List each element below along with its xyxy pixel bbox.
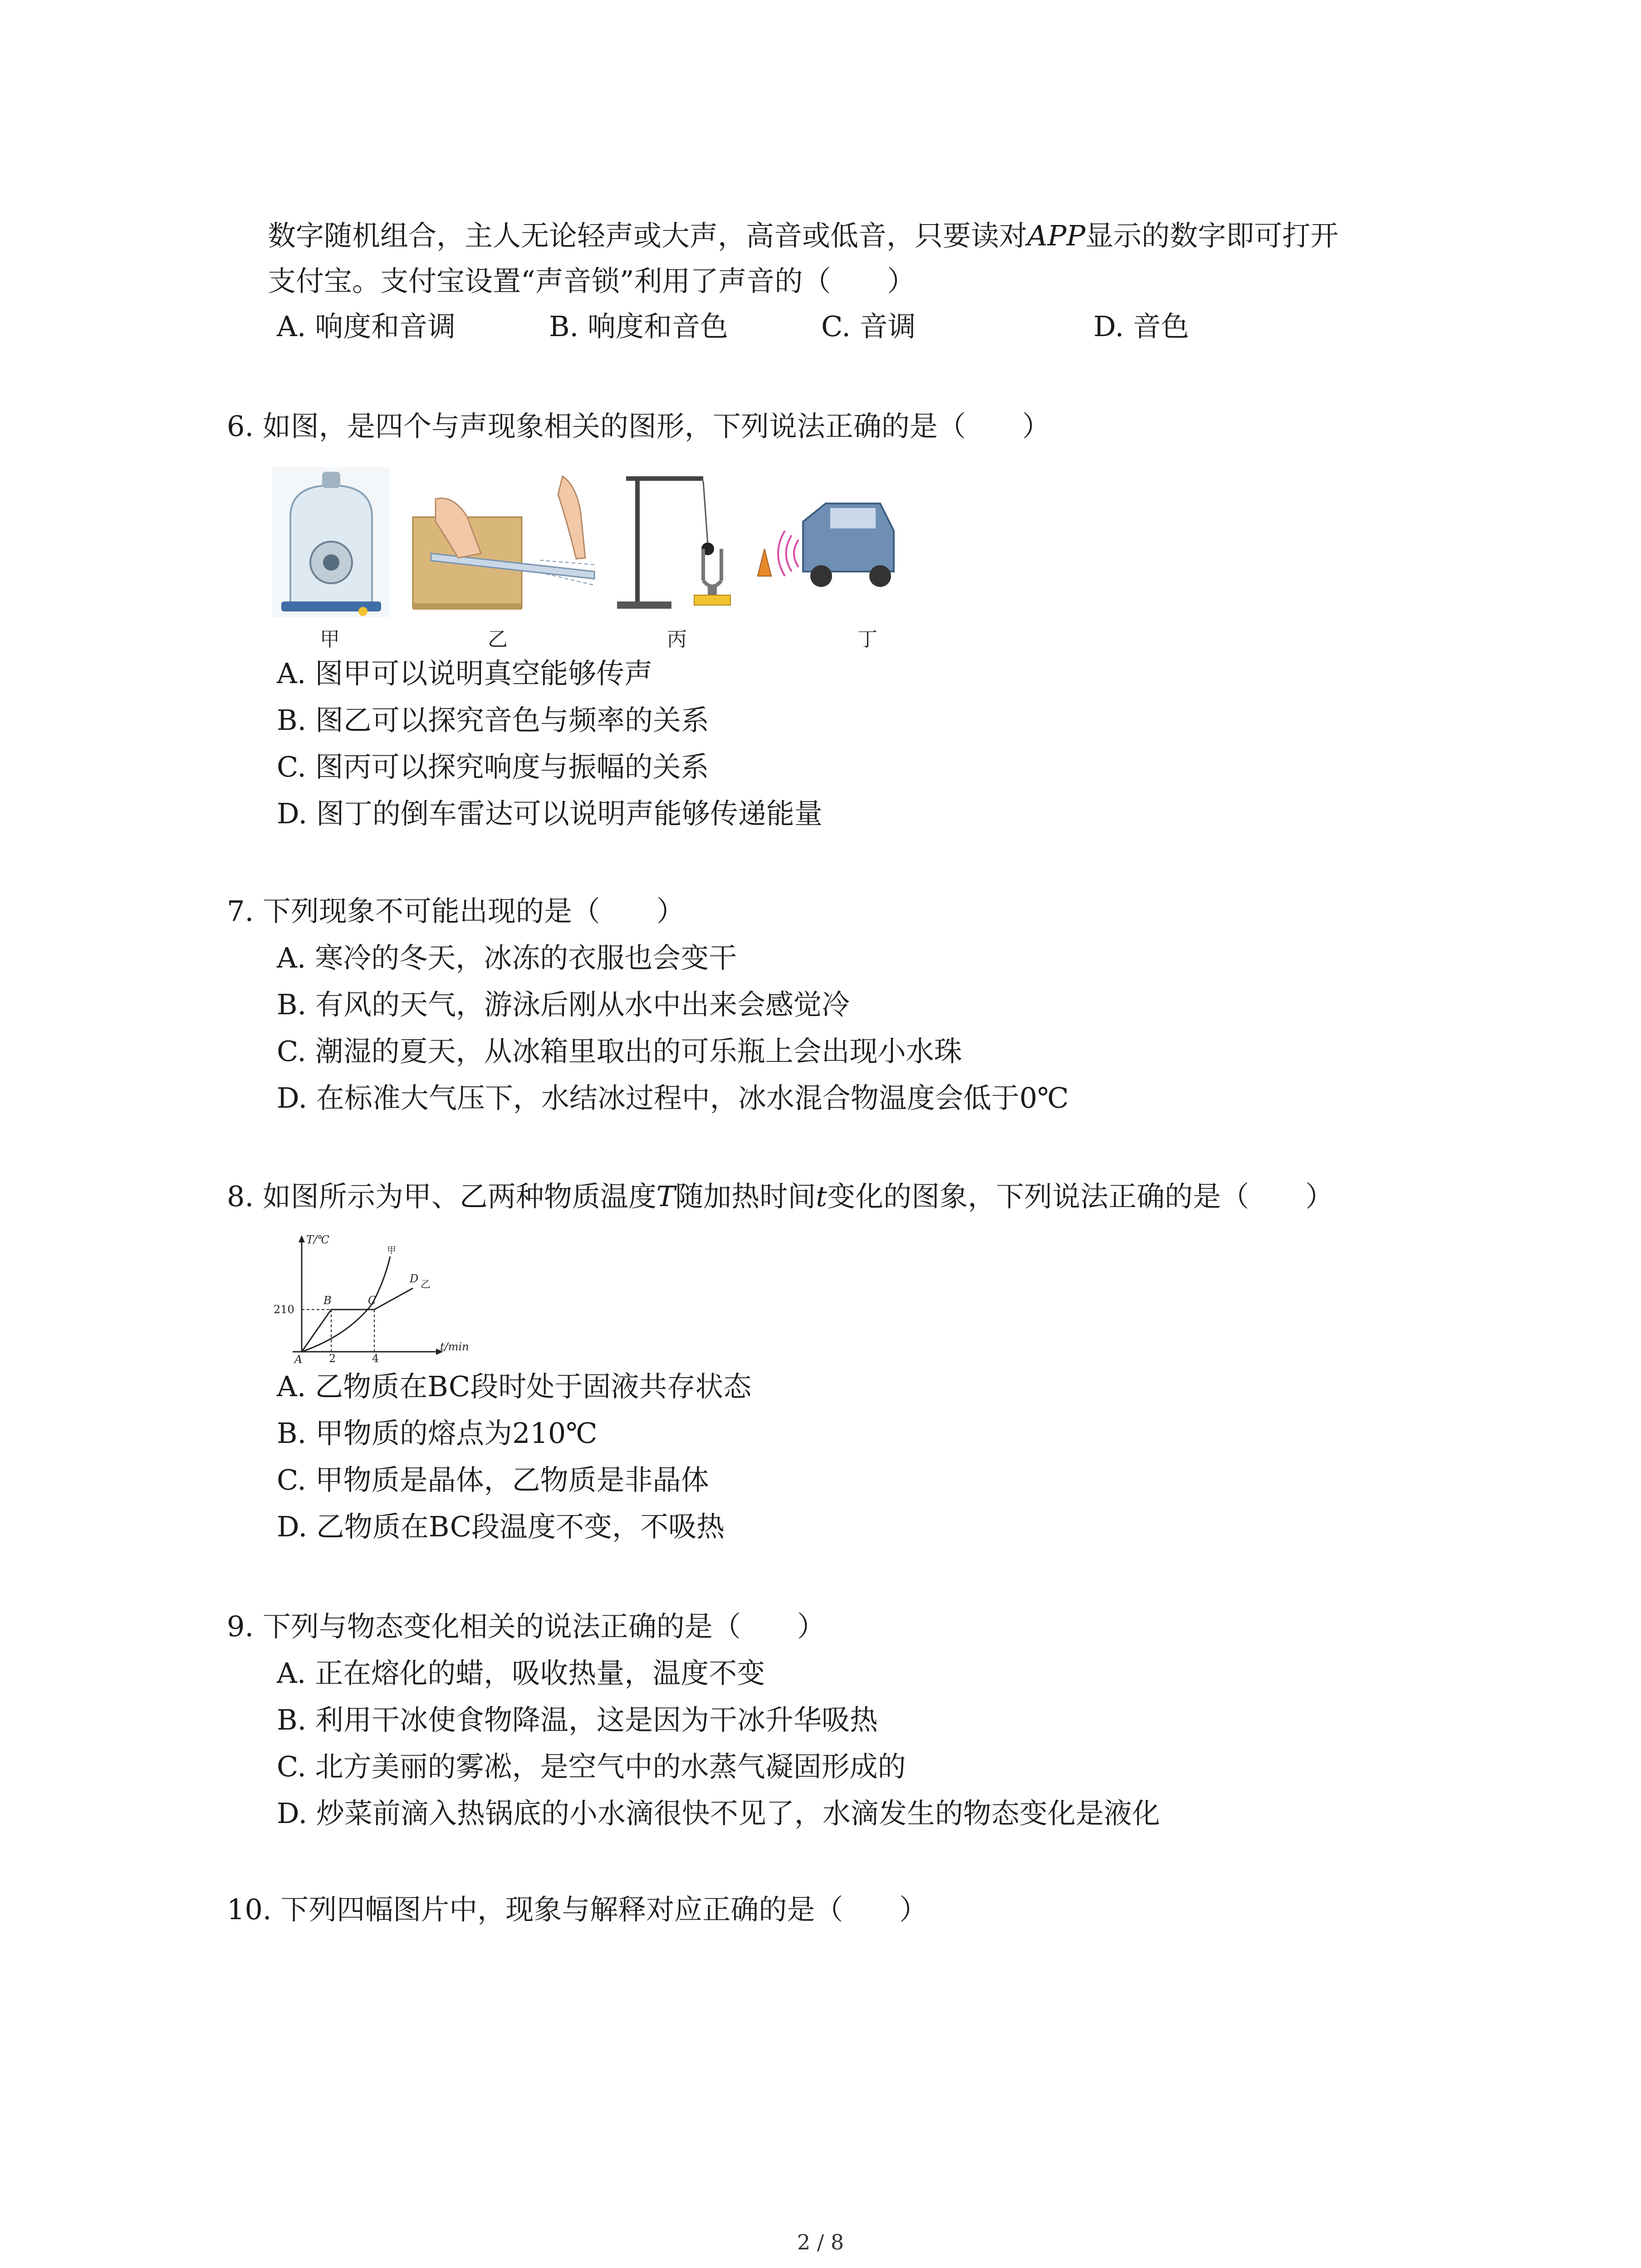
figure-label-jia: 甲 — [320, 628, 340, 651]
page-number: 2 / 8 — [797, 2230, 844, 2254]
q6-option-a: A. 图甲可以说明真空能够传声 — [277, 657, 653, 690]
bell-jar-image — [272, 467, 390, 617]
tuning-fork-pendulum-image — [617, 467, 740, 617]
q6-option-d: D. 图丁的倒车雷达可以说明声能够传递能量 — [277, 797, 823, 830]
q6-option-b: B. 图乙可以探究音色与频率的关系 — [277, 704, 709, 737]
ruler-table-image — [404, 467, 603, 617]
figure-label-yi: 乙 — [488, 628, 508, 651]
reversing-car-image — [753, 494, 898, 599]
figure-label-ding: 丁 — [857, 628, 877, 651]
q5-option-d: D. 音色 — [1093, 310, 1189, 343]
q10-stem: 10. 下列四幅图片中，现象与解释对应正确的是（ ） — [227, 1893, 928, 1926]
q8-option-c: C. 甲物质是晶体，乙物质是非晶体 — [277, 1463, 709, 1496]
q7-option-b: B. 有风的天气，游泳后刚从水中出来会感觉冷 — [277, 988, 850, 1021]
x-tick-4: 4 — [372, 1352, 379, 1363]
q8-option-a: A. 乙物质在BC段时处于固液共存状态 — [277, 1370, 752, 1403]
q9-option-c: C. 北方美丽的雾凇，是空气中的水蒸气凝固形成的 — [277, 1750, 906, 1783]
q7-stem: 7. 下列现象不可能出现的是（ ） — [227, 894, 685, 928]
q5-stem-line1: 数字随机组合，主人无论轻声或大声，高音或低音，只要读对APP显示的数字即可打开 — [268, 219, 1339, 252]
q8-option-d: D. 乙物质在BC段温度不变，不吸热 — [277, 1510, 725, 1543]
point-b: B — [323, 1294, 332, 1307]
series-yi-label: 乙 — [421, 1279, 431, 1290]
q7-option-c: C. 潮湿的夏天，从冰箱里取出的可乐瓶上会出现小水珠 — [277, 1035, 962, 1068]
point-a: A — [294, 1353, 303, 1363]
q9-stem: 9. 下列与物态变化相关的说法正确的是（ ） — [227, 1610, 825, 1643]
q5-option-a: A. 响度和音调 — [277, 310, 456, 343]
x-axis-label: t/min — [440, 1340, 469, 1353]
q6-figure-strip — [268, 467, 939, 658]
series-jia-curve — [302, 1256, 390, 1352]
q9-option-b: B. 利用干冰使食物降温，这是因为干冰升华吸热 — [277, 1703, 878, 1736]
point-d: D — [410, 1272, 419, 1285]
figure-label-bing: 丙 — [667, 628, 687, 651]
q5-option-c: C. 音调 — [821, 310, 916, 343]
point-c: C — [368, 1294, 377, 1307]
q8-stem: 8. 如图所示为甲、乙两种物质温度T随加热时间t变化的图象，下列说法正确的是（ ） — [227, 1180, 1334, 1213]
q9-option-a: A. 正在熔化的蜡，吸收热量，温度不变 — [277, 1657, 765, 1690]
q7-option-a: A. 寒冷的冬天，冰冻的衣服也会变干 — [277, 941, 737, 974]
q5-stem-line2: 支付宝。支付宝设置“声音锁”利用了声音的（ ） — [268, 264, 916, 298]
q8-option-b: B. 甲物质的熔点为210℃ — [277, 1417, 598, 1450]
temperature-time-graph — [265, 1232, 474, 1363]
q7-option-d: D. 在标准大气压下，水结冰过程中，冰水混合物温度会低于0℃ — [277, 1081, 1069, 1114]
q6-stem: 6. 如图，是四个与声现象相关的图形，下列说法正确的是（ ） — [227, 410, 1050, 443]
x-tick-2: 2 — [329, 1352, 336, 1363]
y-axis-label: T/℃ — [306, 1233, 329, 1246]
y-tick-210: 210 — [274, 1303, 294, 1316]
series-jia-label: 甲 — [387, 1245, 396, 1256]
q5-option-b: B. 响度和音色 — [549, 310, 728, 343]
q9-option-d: D. 炒菜前滴入热锅底的小水滴很快不见了，水滴发生的物态变化是液化 — [277, 1797, 1160, 1830]
q6-option-c: C. 图丙可以探究响度与振幅的关系 — [277, 750, 709, 783]
